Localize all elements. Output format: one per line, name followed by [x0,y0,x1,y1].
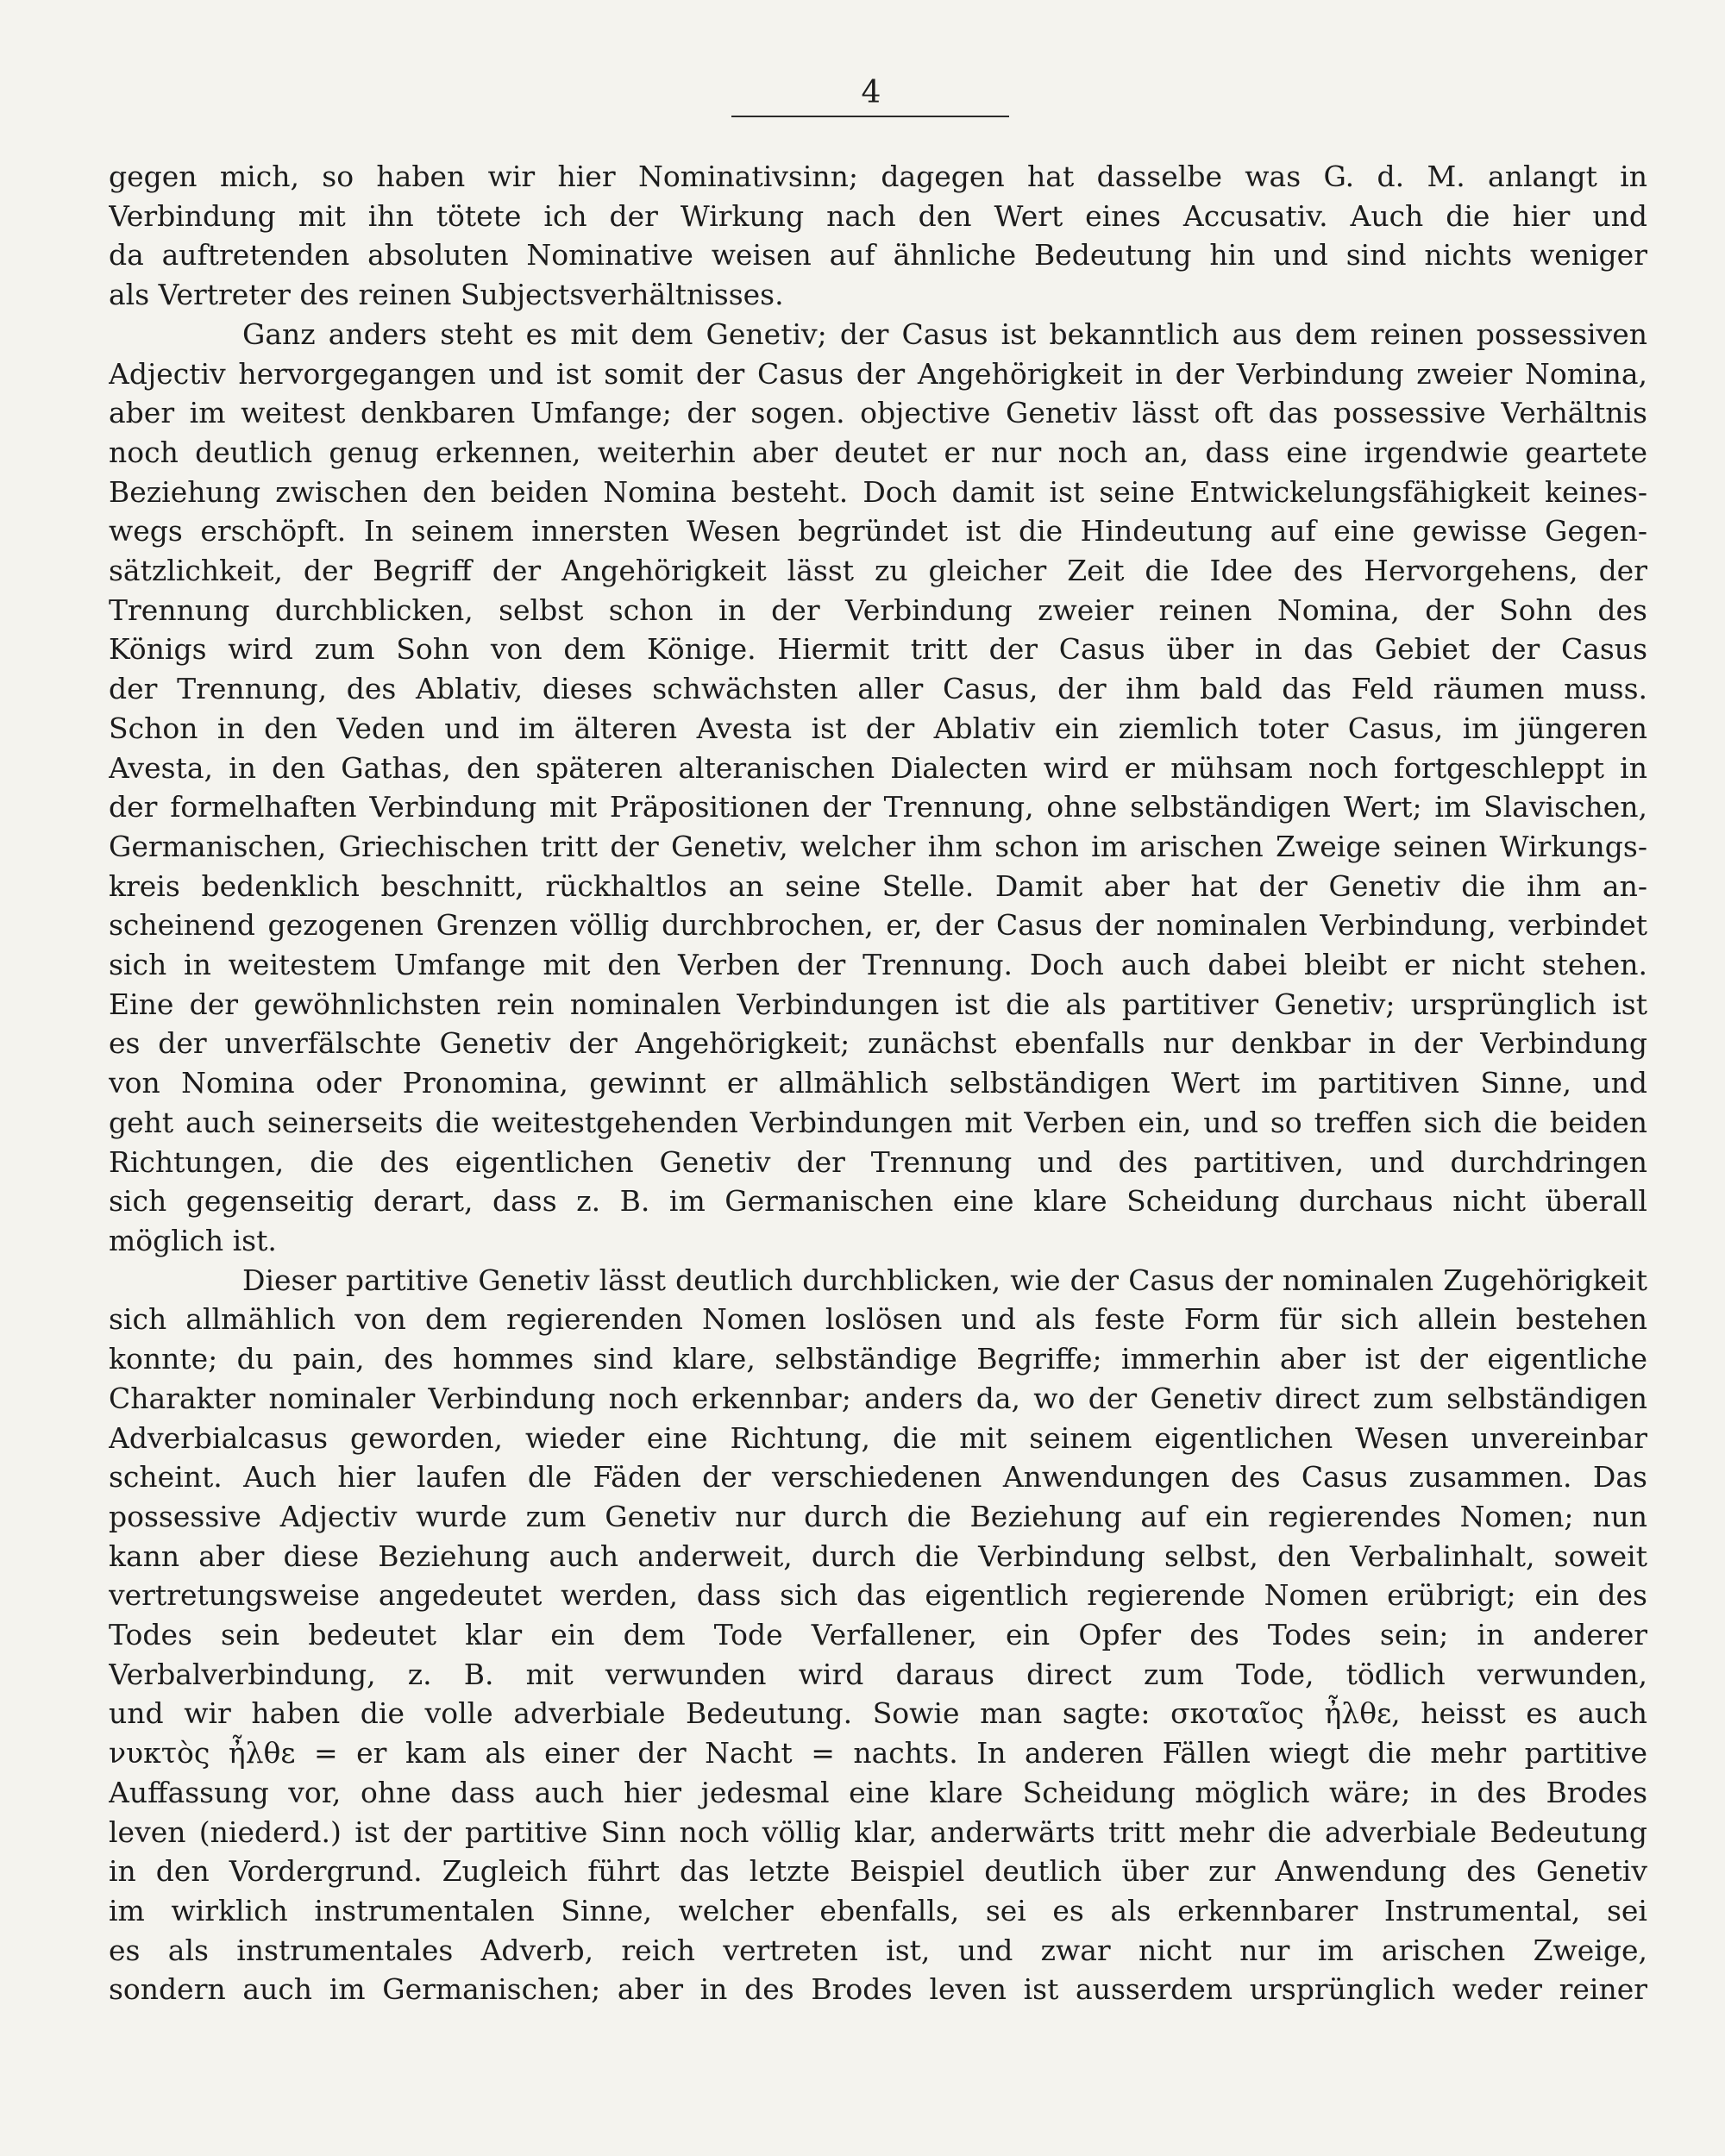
text-line: der Trennung, des Ablativ, dieses schwächsten aller Casus, der ihm bald das Feld räumen muss. [109,672,1647,706]
text-line: Adjectiv hervorgegangen und ist somit der Casus der Angehörigkeit in der Verbindung zweier Nomina, [109,356,1647,391]
text-line: sätzlichkeit, der Begriff der Angehörigkeit lässt zu gleicher Zeit die Idee des Hervorgehens, der [109,554,1647,588]
paragraph-start-line: Ganz anders steht es mit dem Genetiv; der Casus ist bekanntlich aus dem reinen possessiven [242,317,1647,351]
text-line: Trennung durchblicken, selbst schon in der Verbindung zweier reinen Nomina, der Sohn des [109,592,1647,627]
text-line: noch deutlich genug erkennen, weiterhin aber deutet er nur noch an, dass eine irgendwie geartete [109,435,1647,469]
text-line: der formelhaften Verbindung mit Präpositionen der Trennung, ohne selbständigen Wert; im Slavischen, [109,790,1647,824]
page-number: 4 [861,75,881,110]
text-line: scheint. Auch hier laufen dle Fäden der verschiedenen Anwendungen des Casus zusammen. Das [109,1460,1647,1495]
text-line: es der unverfälschte Genetiv der Angehörigkeit; zunächst ebenfalls nur denkbar in der Verbindung [109,1026,1647,1061]
text-line: vertretungsweise angedeutet werden, dass sich das eigentlich regierende Nomen erübrigt; ein des [109,1578,1647,1613]
paragraph-start-line: Dieser partitive Genetiv lässt deutlich durchblicken, wie der Casus der nominalen Zugehörigkeit [242,1263,1647,1297]
text-line: Germanischen, Griechischen tritt der Genetiv, welcher ihm schon im arischen Zweige seinen Wirkungs- [109,829,1647,863]
text-line: Schon in den Veden und im älteren Avesta ist der Ablativ ein ziemlich toter Casus, im jüngeren [109,711,1647,745]
text-line: Königs wird zum Sohn von dem Könige. Hiermit tritt der Casus über in das Gebiet der Casus [109,632,1647,667]
text-line: im wirklich instrumentalen Sinne, welcher ebenfalls, sei es als erkennbarer Instrumental, sei [109,1893,1647,1927]
text-line: von Nomina oder Pronomina, gewinnt er allmählich selbständigen Wert im partitiven Sinne, und [109,1066,1647,1100]
text-line: Verbalverbindung, z. B. mit verwunden wird daraus direct zum Tode, tödlich verwunden, [109,1657,1647,1691]
header-rule [731,116,1009,117]
text-line: Todes sein bedeutet klar ein dem Tode Verfallener, ein Opfer des Todes sein; in anderer [109,1618,1647,1652]
text-line: Avesta, in den Gathas, den späteren alteranischen Dialecten wird er mühsam noch fortgeschleppt in [109,750,1647,785]
text-line: in den Vordergrund. Zugleich führt das letzte Beispiel deutlich über zur Anwendung des Genetiv [109,1854,1647,1889]
text-line: kreis bedenklich beschnitt, rückhaltlos an seine Stelle. Damit aber hat der Genetiv die ihm an- [109,868,1647,903]
text-line: aber im weitest denkbaren Umfange; der sogen. objective Genetiv lässt oft das possessive Verhältnis [109,396,1647,430]
text-line: possessive Adjectiv wurde zum Genetiv nur durch die Beziehung auf ein regierendes Nomen; nun [109,1499,1647,1533]
text-line: Richtungen, die des eigentlichen Genetiv der Trennung und des partitiven, und durchdringen [109,1144,1647,1179]
text-line: konnte; du pain, des hommes sind klare, selbständige Begriffe; immerhin aber ist der eigentliche [109,1342,1647,1376]
text-line: als Vertreter des reinen Subjectsverhältnisses. [109,278,784,312]
text-line: sondern auch im Germanischen; aber in des Brodes leven ist ausserdem ursprünglich weder reiner [109,1972,1647,2007]
text-line: und wir haben die volle adverbiale Bedeutung. Sowie man sagte: σκοταῖος ἦλθε, heisst es auch [109,1696,1647,1731]
text-line: Adverbialcasus geworden, wieder eine Richtung, die mit seinem eigentlichen Wesen unvereinbar [109,1420,1647,1455]
text-line: wegs erschöpft. In seinem innersten Wesen begründet ist die Hindeutung auf eine gewisse Gegen- [109,514,1647,548]
text-line: sich allmählich von dem regierenden Nomen loslösen und als feste Form für sich allein bestehen [109,1302,1647,1337]
text-line: kann aber diese Beziehung auch anderweit, durch die Verbindung selbst, den Verbalinhalt, soweit [109,1539,1647,1573]
text-line: sich in weitestem Umfange mit den Verben der Trennung. Doch auch dabei bleibt er nicht stehen. [109,948,1647,982]
text-line: Charakter nominaler Verbindung noch erkennbar; anders da, wo der Genetiv direct zum selbständigen [109,1381,1647,1415]
text-line: möglich ist. [109,1223,277,1257]
text-line: scheinend gezogenen Grenzen völlig durchbrochen, er, der Casus der nominalen Verbindung, verbindet [109,908,1647,943]
text-line: leven (niederd.) ist der partitive Sinn noch völlig klar, anderwärts tritt mehr die adverbiale Bedeutung [109,1814,1647,1849]
text-line: νυκτὸς ἦλθε = er kam als einer der Nacht = nachts. In anderen Fällen wiegt die mehr partitive [109,1736,1647,1771]
text-line: da auftretenden absoluten Nominative weisen auf ähnliche Bedeutung hin und sind nichts weniger [109,238,1647,273]
body-text [109,157,1647,2009]
text-line: Beziehung zwischen den beiden Nomina besteht. Doch damit ist seine Entwickelungsfähigkeit keines- [109,474,1647,509]
text-line: Auffassung vor, ohne dass auch hier jedesmal eine klare Scheidung möglich wäre; in des Brodes [109,1775,1647,1809]
text-line: es als instrumentales Adverb, reich vertreten ist, und zwar nicht nur im arischen Zweige, [109,1933,1647,1967]
text-line: Verbindung mit ihn tötete ich der Wirkung nach den Wert eines Accusativ. Auch die hier und [109,198,1647,233]
text-line: gegen mich, so haben wir hier Nominativsinn; dagegen hat dasselbe was G. d. M. anlangt in [109,160,1647,193]
text-line: sich gegenseitig derart, dass z. B. im Germanischen eine klare Scheidung durchaus nicht überall [109,1184,1647,1219]
text-line: geht auch seinerseits die weitestgehenden Verbindungen mit Verben ein, und so treffen sich die beiden [109,1105,1647,1139]
text-line: Eine der gewöhnlichsten rein nominalen Verbindungen ist die als partitiver Genetiv; ursprünglich ist [109,987,1647,1021]
